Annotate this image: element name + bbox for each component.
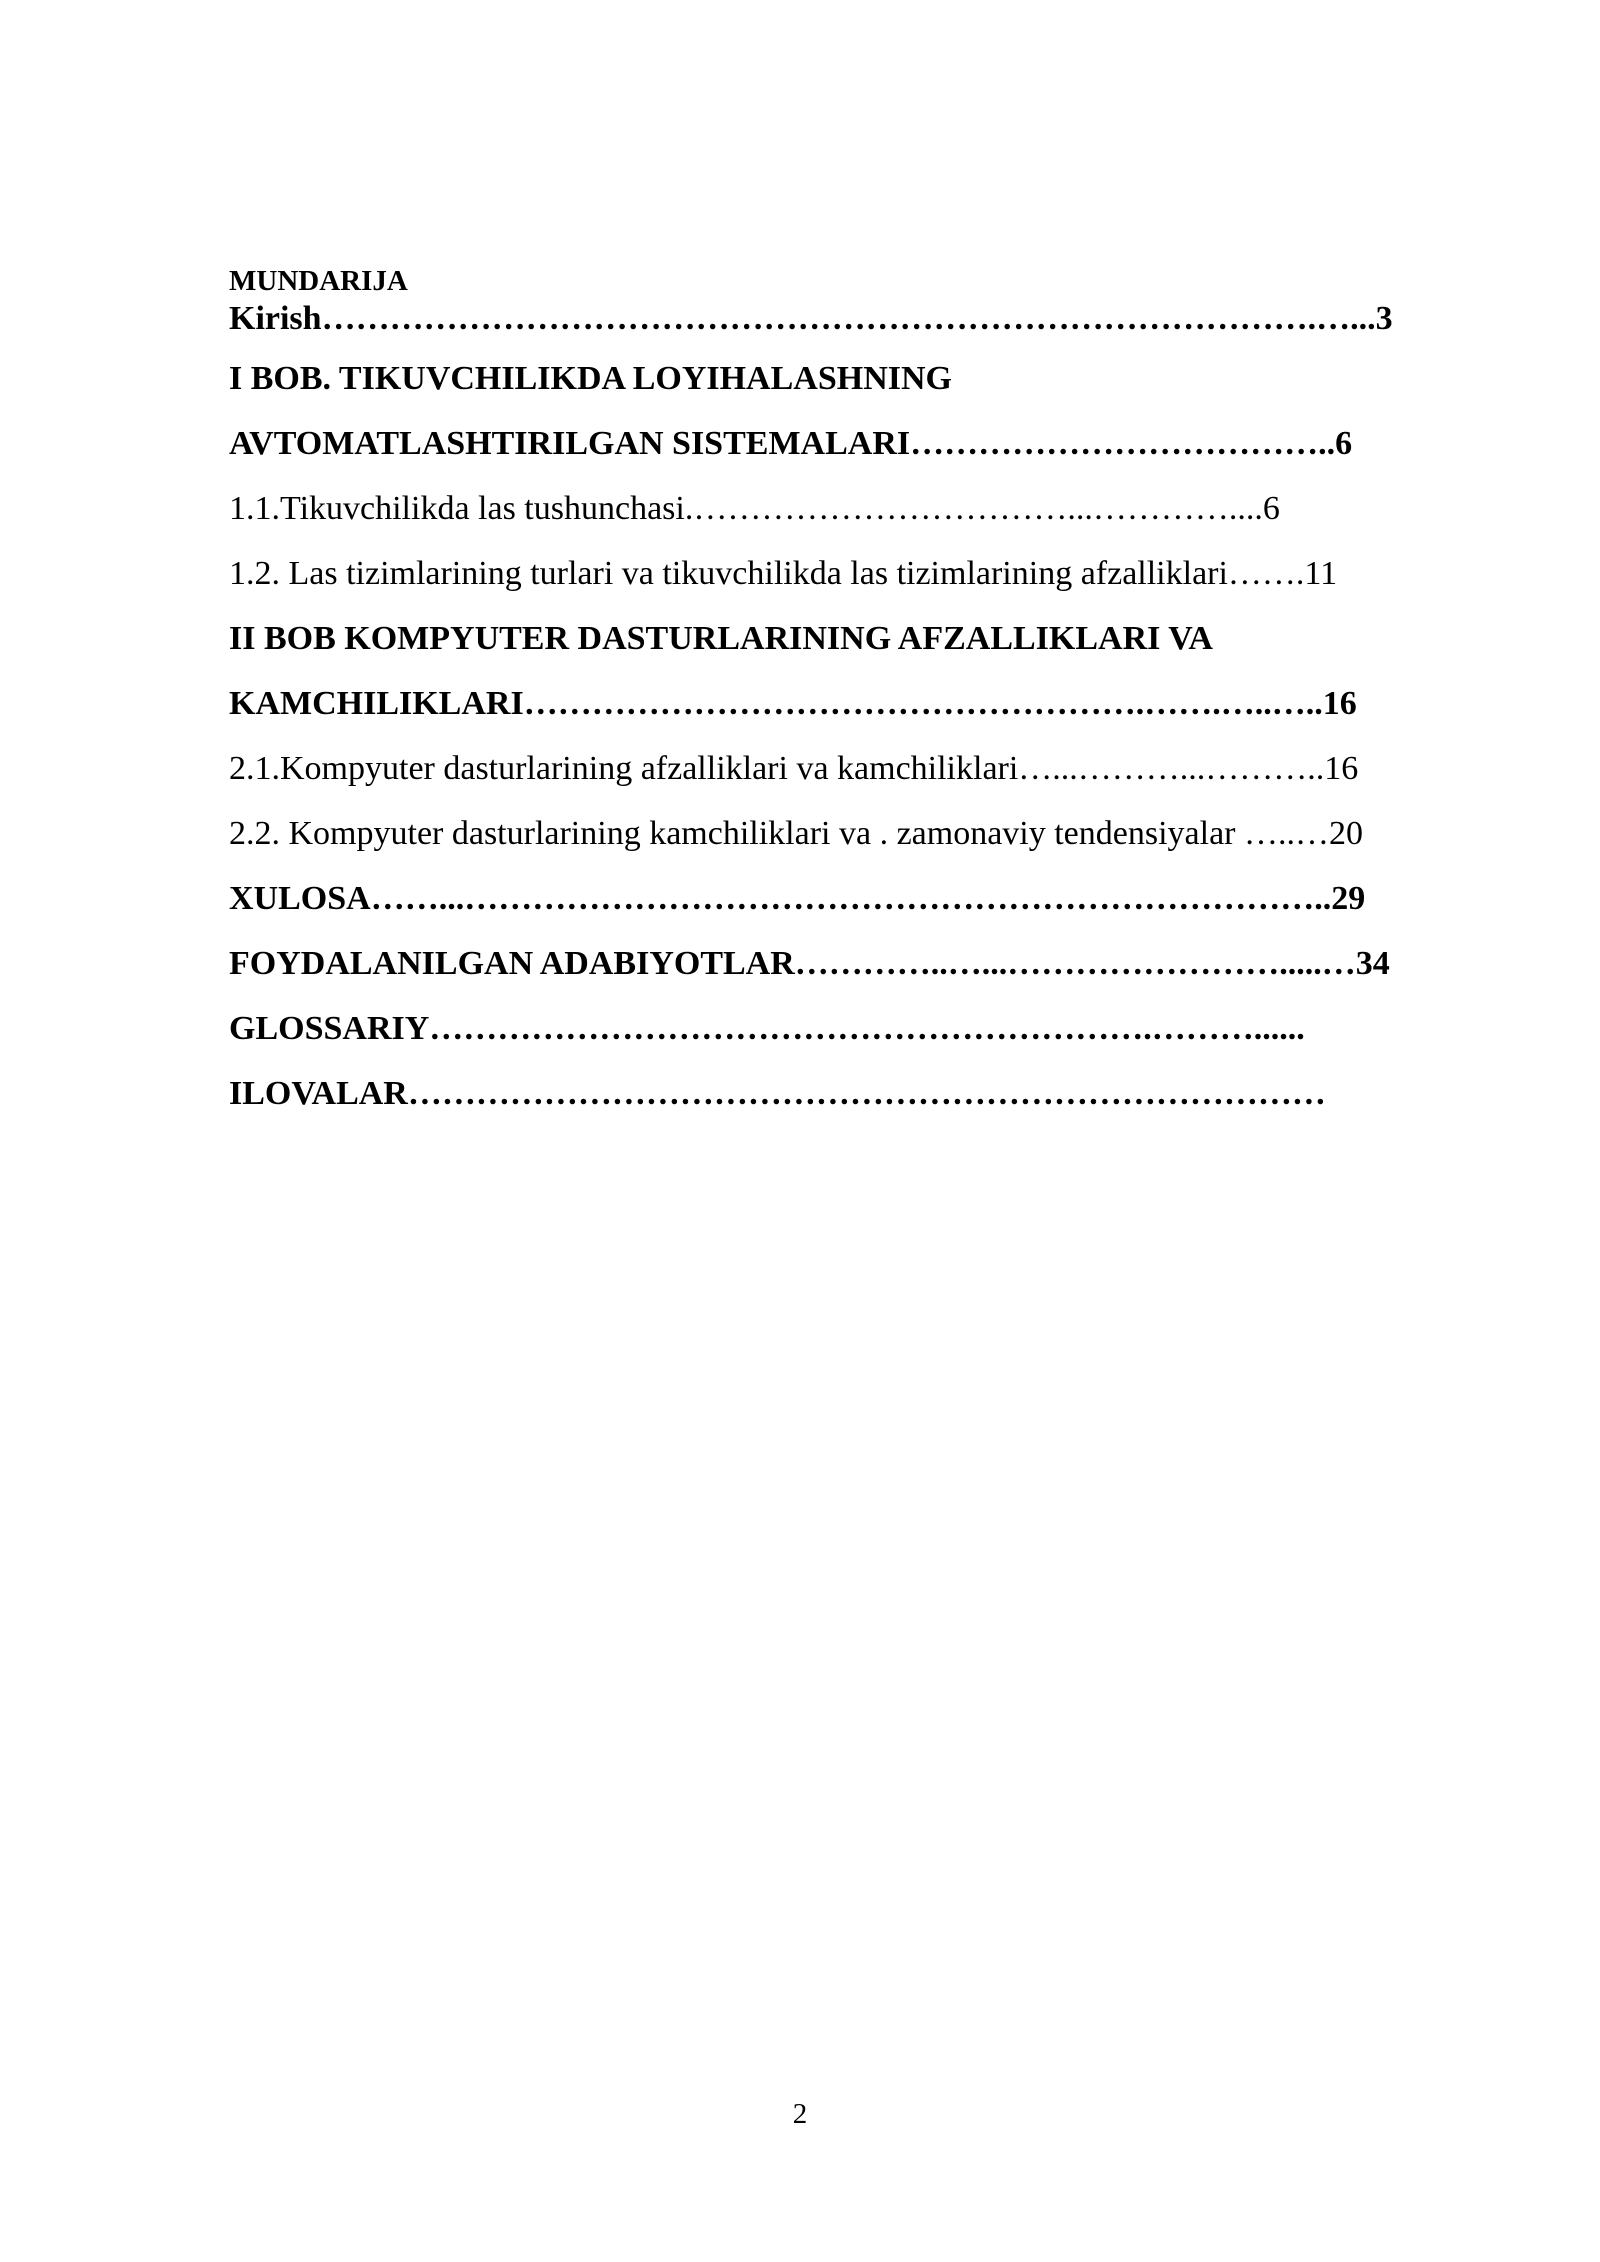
toc-entry-chapter-2-title-cont: KAMCHILIKLARI……………………………………………….…….…..…..16 [229, 685, 1357, 722]
page-number: 2 [792, 2098, 808, 2130]
toc-entry-adabiyotlar: FOYDALANILGAN ADABIYOTLAR…………..…...…………………….....…34 [229, 945, 1390, 982]
toc-entry-ilovalar: ILOVALAR……………………………………………………………………… [229, 1075, 1326, 1112]
toc-entry-section-1-1: 1.1.Tikuvchilikda las tushunchasi.……………………………...…………....6 [229, 490, 1280, 527]
toc-entry-chapter-1-title: I BOB. TIKUVCHILIKDA LOYIHALASHNING [229, 360, 952, 397]
toc-entry-chapter-2-title: II BOB KOMPYUTER DASTURLARINING AFZALLIKLARI VA [229, 620, 1213, 657]
toc-entry-section-1-2: 1.2. Las tizimlarining turlari va tikuvchilikda las tizimlarining afzalliklari…….11 [229, 555, 1338, 592]
table-of-contents [229, 262, 1489, 1126]
toc-entry-section-2-2: 2.2. Kompyuter dasturlarining kamchiliklari va . zamonaviy tendensiyalar …..…20 [229, 815, 1363, 852]
toc-entry-section-2-1: 2.1.Kompyuter dasturlarining afzalliklari va kamchiliklari…...………...………..16 [229, 750, 1359, 787]
toc-entry-glossariy: GLOSSARIY……………………………………………………….………...... [229, 1010, 1305, 1047]
toc-entry-xulosa: XULOSA……...…………………………………………………………………..29 [229, 880, 1366, 917]
toc-entry-kirish: Kirish…………………………………………………………………………….…...3 [229, 300, 1393, 337]
toc-entry-chapter-1-title-cont: AVTOMATLASHTIRILGAN SISTEMALARI………………………………..6 [229, 425, 1353, 462]
toc-heading: MUNDARIJA [229, 265, 408, 297]
